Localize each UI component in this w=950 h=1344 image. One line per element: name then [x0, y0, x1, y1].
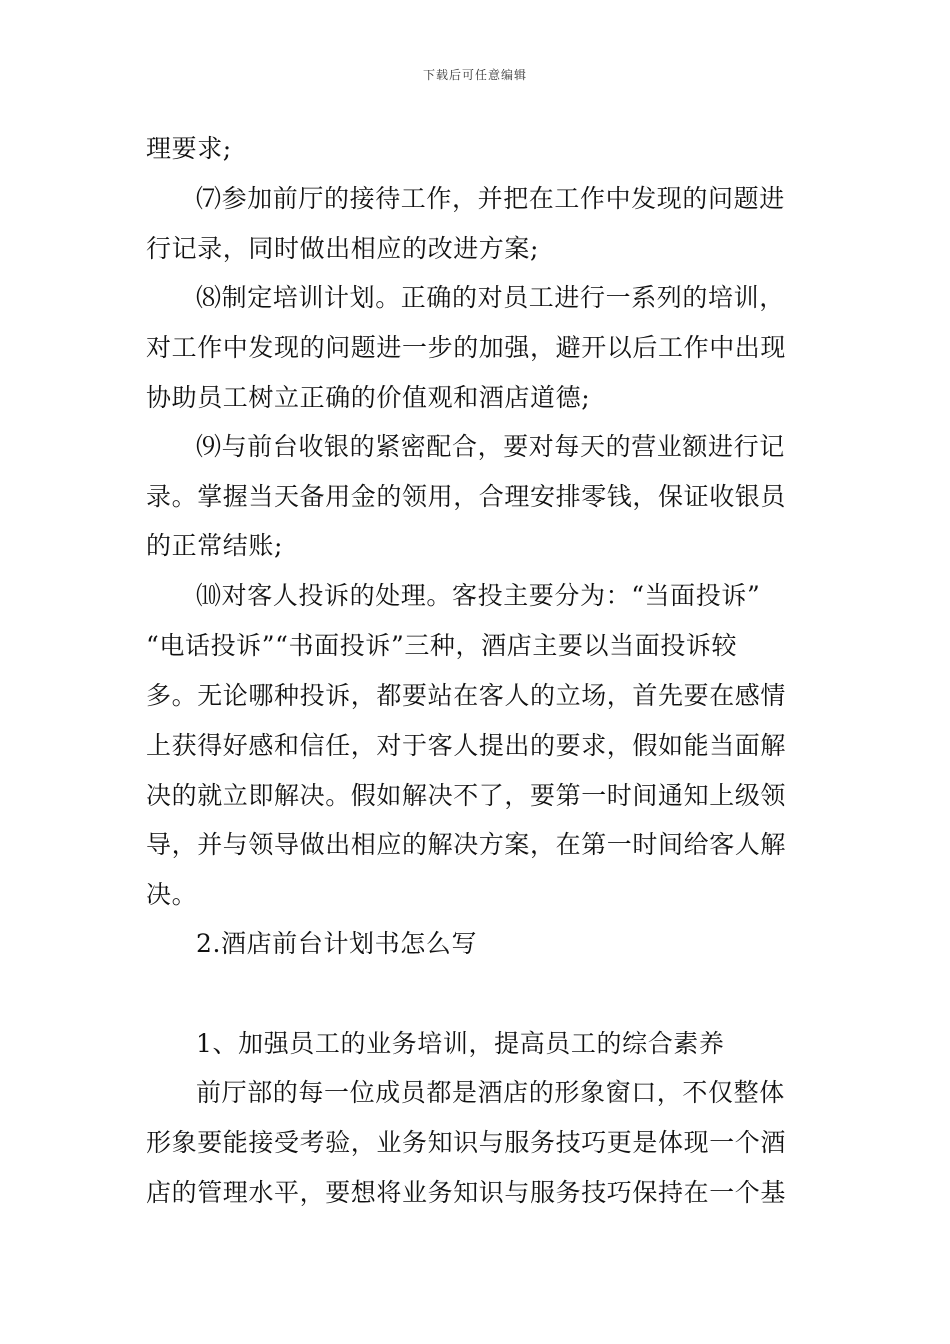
paragraph-line: “电话投诉”“书面投诉”三种，酒店主要以当面投诉较 [146, 631, 738, 660]
paragraph-line: ⑻制定培训计划。正确的对员工进行一系列的培训， [196, 283, 785, 312]
paragraph-line: 决。 [146, 880, 198, 909]
paragraph-line: 的正常结账; [146, 531, 284, 560]
paragraph-line: 形象要能接受考验，业务知识与服务技巧更是体现一个酒 [146, 1128, 787, 1157]
page-header: 下载后可任意编辑 [422, 68, 527, 82]
paragraph-line: ⑺参加前厅的接待工作，并把在工作中发现的问题进 [196, 184, 785, 213]
paragraph-line: 上获得好感和信任，对于客人提出的要求，假如能当面解 [146, 731, 787, 760]
paragraph-line: 前厅部的每一位成员都是酒店的形象窗口，不仅整体 [196, 1078, 785, 1107]
paragraph-line: 多。无论哪种投诉，都要站在客人的立场，首先要在感情 [146, 681, 787, 710]
paragraph-line: 录。掌握当天备用金的领用，合理安排零钱，保证收银员 [146, 482, 787, 511]
paragraph-line: 行记录，同时做出相应的改进方案; [146, 234, 540, 263]
paragraph-line: 对工作中发现的问题进一步的加强，避开以后工作中出现 [146, 333, 787, 362]
paragraph-line: 协助员工树立正确的价值观和酒店道德; [146, 383, 591, 412]
paragraph-line: 理要求; [146, 134, 232, 163]
paragraph-line: 导，并与领导做出相应的解决方案，在第一时间给客人解 [146, 830, 787, 859]
section-heading: 2.酒店前台计划书怎么写 [196, 929, 478, 958]
paragraph-line: ⑼与前台收银的紧密配合，要对每天的营业额进行记 [196, 432, 785, 461]
paragraph-line: 店的管理水平，要想将业务知识与服务技巧保持在一个基 [146, 1178, 787, 1207]
subsection-heading: 1、加强员工的业务培训，提高员工的综合素养 [196, 1029, 725, 1058]
paragraph-line: ⑽对客人投诉的处理。客投主要分为：“当面投诉” [196, 581, 761, 610]
paragraph-line: 决的就立即解决。假如解决不了，要第一时间通知上级领 [146, 781, 787, 810]
